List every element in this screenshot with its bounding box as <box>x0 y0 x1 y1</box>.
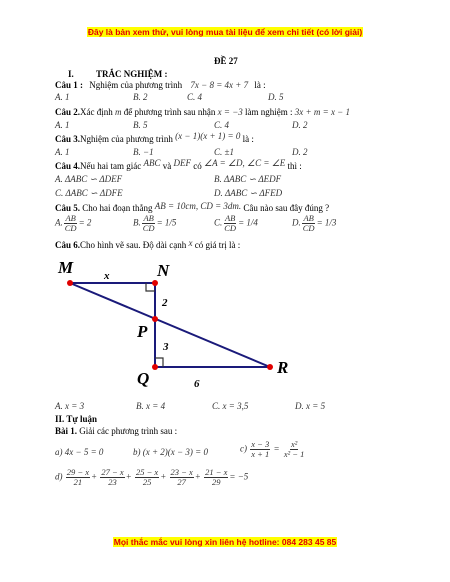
q4-option-c[interactable]: C. ΔABC ∽ ΔDFE <box>55 188 123 198</box>
point-m <box>67 280 73 286</box>
exercise-1-c-den-right: x² − 1 <box>283 449 305 459</box>
question-5-text-1: Cho hai đoạn thẳng <box>82 203 153 213</box>
exercise-1-d-den-2: 23 <box>108 477 117 487</box>
exercise-1-d-op-4: + <box>194 471 201 482</box>
exercise-1-d-op-5: = −5 <box>229 471 249 482</box>
question-4-tail: thì : <box>287 161 302 171</box>
point-q <box>152 364 158 370</box>
q5-option-c-rhs: = 1/4 <box>238 217 258 228</box>
question-5-given: AB = 10cm, CD = 3dm. <box>154 201 242 211</box>
question-3-text: Nghiệm của phương trình <box>80 134 173 144</box>
exercise-1-c <box>240 440 306 459</box>
question-6-text-2: có giá trị là : <box>194 240 241 250</box>
q5-option-d-num: AB <box>303 213 314 223</box>
question-1-tail: là : <box>254 80 266 90</box>
question-4-and: và <box>162 161 172 171</box>
question-1-label: Câu 1 : <box>55 80 84 90</box>
q5-option-b-rhs: = 1/5 <box>156 217 177 228</box>
exercise-1-label: Bài 1. <box>55 426 78 436</box>
exercise-1-c-num-right: x² <box>290 439 298 449</box>
exercise-1-c-equals: = <box>273 443 280 454</box>
q5-option-a-letter: A. <box>55 217 63 228</box>
q6-option-d[interactable]: D. x = 5 <box>295 401 326 411</box>
point-r <box>267 364 273 370</box>
question-4-condition: ∠A = ∠D, ∠C = ∠E <box>204 158 286 168</box>
exercise-1-d-num-1: 29 − x <box>66 467 90 477</box>
q4-option-a[interactable]: A. ΔABC ∽ ΔDEF <box>55 174 123 184</box>
q5-option-c-letter: C. <box>214 217 223 228</box>
exercise-1-text: Giải các phương trình sau : <box>79 426 178 436</box>
q5-option-d-den: CD <box>302 223 315 233</box>
q4-option-d[interactable]: D. ΔABC ∽ ΔFED <box>214 188 283 198</box>
q5-option-a-rhs: = 2 <box>78 217 92 228</box>
question-4-text-2: có <box>193 161 202 171</box>
question-2-text-3: làm nghiệm : <box>245 107 293 117</box>
question-2-equation: 3x + m = x − 1 <box>294 107 351 117</box>
q5-option-c-num: AB <box>224 213 236 223</box>
exercise-1-d-num-3: 25 − x <box>135 467 159 477</box>
exercise-1 <box>55 426 177 436</box>
exercise-1-d-prefix: d) <box>55 471 63 482</box>
bottom-banner <box>0 537 450 547</box>
exercise-1-d-den-1: 21 <box>73 477 83 487</box>
exercise-1-d-term-3 <box>135 468 159 487</box>
section-1-number: I. <box>68 69 74 79</box>
label-segment-6: 6 <box>194 378 200 390</box>
label-q: Q <box>137 369 150 388</box>
section-1-label: TRẮC NGHIỆM : <box>96 69 168 79</box>
q2-option-b[interactable]: B. 5 <box>133 120 148 130</box>
q1-option-d[interactable]: D. 5 <box>268 92 284 102</box>
question-6-text-1: Cho hình vẽ sau. Độ dài cạnh <box>80 240 187 250</box>
label-segment-2: 2 <box>162 297 168 309</box>
bottom-banner-text: Mọi thắc mắc vui lòng xin liên hệ hotline: 084 283 45 85 <box>113 537 337 547</box>
exercise-1-d <box>55 468 248 487</box>
point-p <box>152 316 158 322</box>
q5-option-a-den: CD <box>64 223 77 233</box>
exercise-1-d-op-3: + <box>160 471 167 482</box>
q5-option-d-rhs: = 1/3 <box>316 217 337 228</box>
page-title: ĐỀ 27 <box>214 56 238 66</box>
q6-option-c[interactable]: C. x = 3,5 <box>212 401 249 411</box>
q1-option-b[interactable]: B. 2 <box>133 92 148 102</box>
label-m: M <box>58 258 74 277</box>
question-4-text-1: Nếu hai tam giác <box>80 161 142 171</box>
question-1-text: Nghiệm của phương trình <box>89 80 183 90</box>
q1-option-c[interactable]: C. 4 <box>187 92 203 102</box>
q2-option-d[interactable]: D. 2 <box>292 120 308 130</box>
q3-option-c[interactable]: C. ±1 <box>214 147 234 157</box>
exercise-1-d-op-2: + <box>125 471 132 482</box>
question-2-text-1: Xác định <box>80 107 113 117</box>
question-4-triangle-1: ABC <box>143 158 161 168</box>
q6-option-b[interactable]: B. x = 4 <box>136 401 166 411</box>
exercise-1-c-fraction-left <box>250 440 270 459</box>
question-2-label: Câu 2. <box>55 107 81 117</box>
exercise-1-c-den-left: x + 1 <box>251 449 270 459</box>
question-2-root: x = −3 <box>217 107 243 117</box>
exercise-1-c-fraction-right <box>283 440 306 459</box>
q5-option-d-letter: D. <box>292 217 301 228</box>
exercise-1-a: a) 4x − 5 = 0 <box>55 447 104 457</box>
q2-option-c[interactable]: C. 4 <box>214 120 230 130</box>
q5-option-b-letter: B. <box>133 217 141 228</box>
exercise-1-d-den-4: 27 <box>177 477 186 487</box>
question-5-text-2: Câu nào sau đây đúng ? <box>243 203 330 213</box>
label-segment-x: x <box>104 270 110 282</box>
segment-mr <box>70 283 270 367</box>
exercise-1-d-num-5: 21 − x <box>205 467 228 477</box>
q5-option-b-num: AB <box>143 213 154 223</box>
section-2-heading: II. Tự luận <box>55 414 98 424</box>
question-6-label: Câu 6. <box>55 240 81 250</box>
q5-option-b-den: CD <box>142 223 155 233</box>
q1-option-a[interactable]: A. 1 <box>55 92 70 102</box>
q3-option-a[interactable]: A. 1 <box>55 147 70 157</box>
q4-option-b[interactable]: B. ΔABC ∽ ΔEDF <box>214 174 282 184</box>
q3-option-b[interactable]: B. −1 <box>133 147 154 157</box>
label-n: N <box>157 261 170 280</box>
q5-option-c-den: CD <box>224 223 237 233</box>
label-r: R <box>277 358 289 377</box>
question-6-variable: x <box>188 238 193 248</box>
exercise-1-d-den-3: 25 <box>142 477 152 487</box>
exercise-1-d-num-4: 23 − x <box>170 467 193 477</box>
q6-option-a[interactable]: A. x = 3 <box>55 401 85 411</box>
label-p: P <box>137 322 148 341</box>
exercise-1-d-num-2: 27 − x <box>101 467 124 477</box>
q2-option-a[interactable]: A. 1 <box>55 120 70 130</box>
exercise-1-b: b) (x + 2)(x − 3) = 0 <box>133 447 208 457</box>
exercise-1-d-op-1: + <box>91 471 98 482</box>
top-banner-text: Đây là bản xem thử, vui lòng mua tài liệu để xem chi tiết (có lời giải) <box>87 27 363 37</box>
exercise-1-d-den-5: 29 <box>212 477 221 487</box>
exercise-1-d-term-4 <box>170 468 194 487</box>
question-3-tail: là : <box>242 134 254 144</box>
q3-option-d[interactable]: D. 2 <box>292 147 308 157</box>
question-4-triangle-2: DEF <box>173 158 191 168</box>
q5-option-a-num: AB <box>65 213 76 223</box>
exercise-1-d-term-2 <box>100 468 124 487</box>
question-4-label: Câu 4. <box>55 161 81 171</box>
exercise-1-d-term-1 <box>66 468 90 487</box>
question-1-equation: 7x − 8 = 4x + 7 <box>190 80 249 90</box>
label-segment-3: 3 <box>163 341 169 353</box>
exercise-1-c-num-left: x − 3 <box>251 439 270 449</box>
exercise-1-d-term-5 <box>204 468 228 487</box>
question-2-variable: m <box>115 107 122 117</box>
exercise-1-c-prefix: c) <box>240 443 247 454</box>
question-3-equation: (x − 1)(x + 1) = 0 <box>175 131 241 141</box>
question-2-text-2: để phương trình sau nhận <box>123 107 216 117</box>
question-3-label: Câu 3. <box>55 134 81 144</box>
question-5-label: Câu 5. <box>55 203 81 213</box>
